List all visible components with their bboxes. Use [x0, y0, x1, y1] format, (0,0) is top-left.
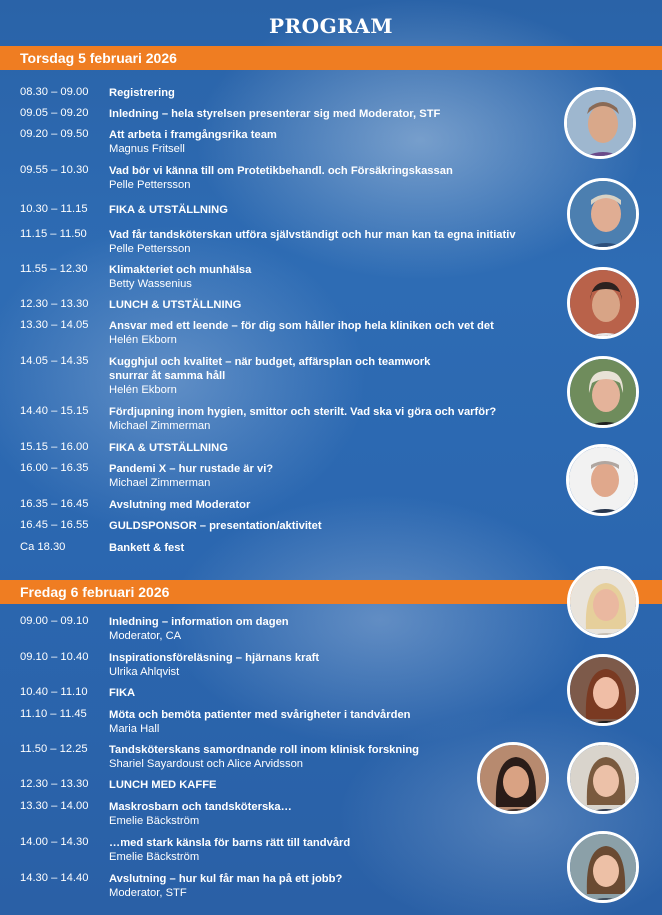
session-time: 14.00 – 14.30: [20, 836, 89, 848]
session-time: 11.10 – 11.45: [20, 708, 87, 720]
session-title: Inledning – hela styrelsen presenterar sig med Moderator, STF: [109, 108, 441, 120]
speaker-photo: [567, 178, 639, 250]
session-title: Avslutning – hur kul får man ha på ett jobb?: [109, 873, 343, 885]
session-speaker: Emelie Bäckström: [109, 851, 200, 863]
session-time: 13.30 – 14.05: [20, 319, 89, 331]
speaker-photo: [567, 742, 639, 814]
speaker-photo: [567, 566, 639, 638]
session-speaker: Shariel Sayardoust och Alice Arvidsson: [109, 758, 304, 770]
speaker-photo: [567, 654, 639, 726]
session-time: 12.30 – 13.30: [20, 778, 89, 790]
session-title: Klimakteriet och munhälsa: [109, 264, 252, 276]
session-title: Bankett & fest: [109, 542, 185, 554]
session-speaker: Magnus Fritsell: [109, 143, 185, 155]
session-title: Inledning – information om dagen: [109, 616, 289, 628]
session-speaker: Michael Zimmerman: [109, 477, 211, 489]
session-title: FIKA & UTSTÄLLNING: [109, 442, 228, 454]
session-title: Ansvar med ett leende – för dig som håller ihop hela kliniken och vet det: [109, 320, 494, 332]
day-header-friday: Fredag 6 februari 2026: [0, 580, 662, 604]
speaker-photo: [567, 356, 639, 428]
session-speaker: Pelle Pettersson: [109, 243, 191, 255]
session-title: Pandemi X – hur rustade är vi?: [109, 463, 274, 475]
session-time: 14.30 – 14.40: [20, 872, 89, 884]
session-title: LUNCH & UTSTÄLLNING: [109, 299, 242, 311]
session-title: Möta och bemöta patienter med svårigheter i tandvården: [109, 709, 411, 721]
session-speaker: Pelle Pettersson: [109, 179, 191, 191]
session-time: 09.55 – 10.30: [20, 164, 89, 176]
session-time: 11.15 – 11.50: [20, 228, 87, 240]
session-title: LUNCH MED KAFFE: [109, 779, 217, 791]
session-title: Att arbeta i framgångsrika team: [109, 129, 277, 141]
session-time: 12.30 – 13.30: [20, 298, 89, 310]
session-time: 09.00 – 09.10: [20, 615, 89, 627]
session-title: Kugghjul och kvalitet – när budget, affärsplan och teamwork snurrar åt samma håll: [109, 356, 431, 382]
session-time: 13.30 – 14.00: [20, 800, 89, 812]
session-title: FIKA: [109, 687, 136, 699]
session-time: 09.10 – 10.40: [20, 651, 89, 663]
session-time: 09.20 – 09.50: [20, 128, 89, 140]
session-speaker: Ulrika Ahlqvist: [109, 666, 180, 678]
session-time: 08.30 – 09.00: [20, 86, 89, 98]
session-speaker: Helén Ekborn: [109, 334, 177, 346]
session-title: Fördjupning inom hygien, smittor och sterilt. Vad ska vi göra och varför?: [109, 406, 497, 418]
session-time: 15.15 – 16.00: [20, 441, 89, 453]
session-time: 16.35 – 16.45: [20, 498, 89, 510]
session-speaker: Maria Hall: [109, 723, 160, 735]
session-speaker: Moderator, CA: [109, 630, 182, 642]
session-speaker: Emelie Bäckström: [109, 815, 200, 827]
session-time: 09.05 – 09.20: [20, 107, 89, 119]
session-title: Vad bör vi känna till om Protetikbehandl. och Försäkringskassan: [109, 165, 453, 177]
session-speaker: Betty Wassenius: [109, 278, 192, 290]
session-time: 16.45 – 16.55: [20, 519, 89, 531]
speaker-photo: [477, 742, 549, 814]
session-speaker: Moderator, STF: [109, 887, 187, 899]
speaker-photo: [566, 444, 638, 516]
day-header-thursday: Torsdag 5 februari 2026: [0, 46, 662, 70]
page-title: PROGRAM: [269, 14, 393, 38]
session-title: Vad får tandsköterskan utföra självständigt och hur man kan ta egna initiativ: [109, 229, 516, 241]
session-title: Tandsköterskans samordnande roll inom klinisk forskning: [109, 744, 420, 756]
session-title: FIKA & UTSTÄLLNING: [109, 204, 228, 216]
session-time: Ca 18.30: [20, 541, 66, 553]
session-title: Avslutning med Moderator: [109, 499, 251, 511]
session-time: 11.50 – 12.25: [20, 743, 88, 755]
session-time: 10.30 – 11.15: [20, 203, 88, 215]
session-title: Registrering: [109, 87, 175, 99]
speaker-photo: [567, 831, 639, 903]
session-title: GULDSPONSOR – presentation/aktivitet: [109, 520, 322, 532]
session-speaker: Michael Zimmerman: [109, 420, 211, 432]
session-time: 10.40 – 11.10: [20, 686, 88, 698]
session-speaker: Helén Ekborn: [109, 384, 177, 396]
speaker-photo: [564, 87, 636, 159]
session-time: 14.40 – 15.15: [20, 405, 89, 417]
session-time: 14.05 – 14.35: [20, 355, 89, 367]
session-title: Maskrosbarn och tandsköterska…: [109, 801, 292, 813]
session-title: Inspirationsföreläsning – hjärnans kraft: [109, 652, 320, 664]
session-time: 16.00 – 16.35: [20, 462, 89, 474]
session-title: …med stark känsla för barns rätt till tandvård: [109, 837, 351, 849]
session-time: 11.55 – 12.30: [20, 263, 88, 275]
speaker-photo: [567, 267, 639, 339]
